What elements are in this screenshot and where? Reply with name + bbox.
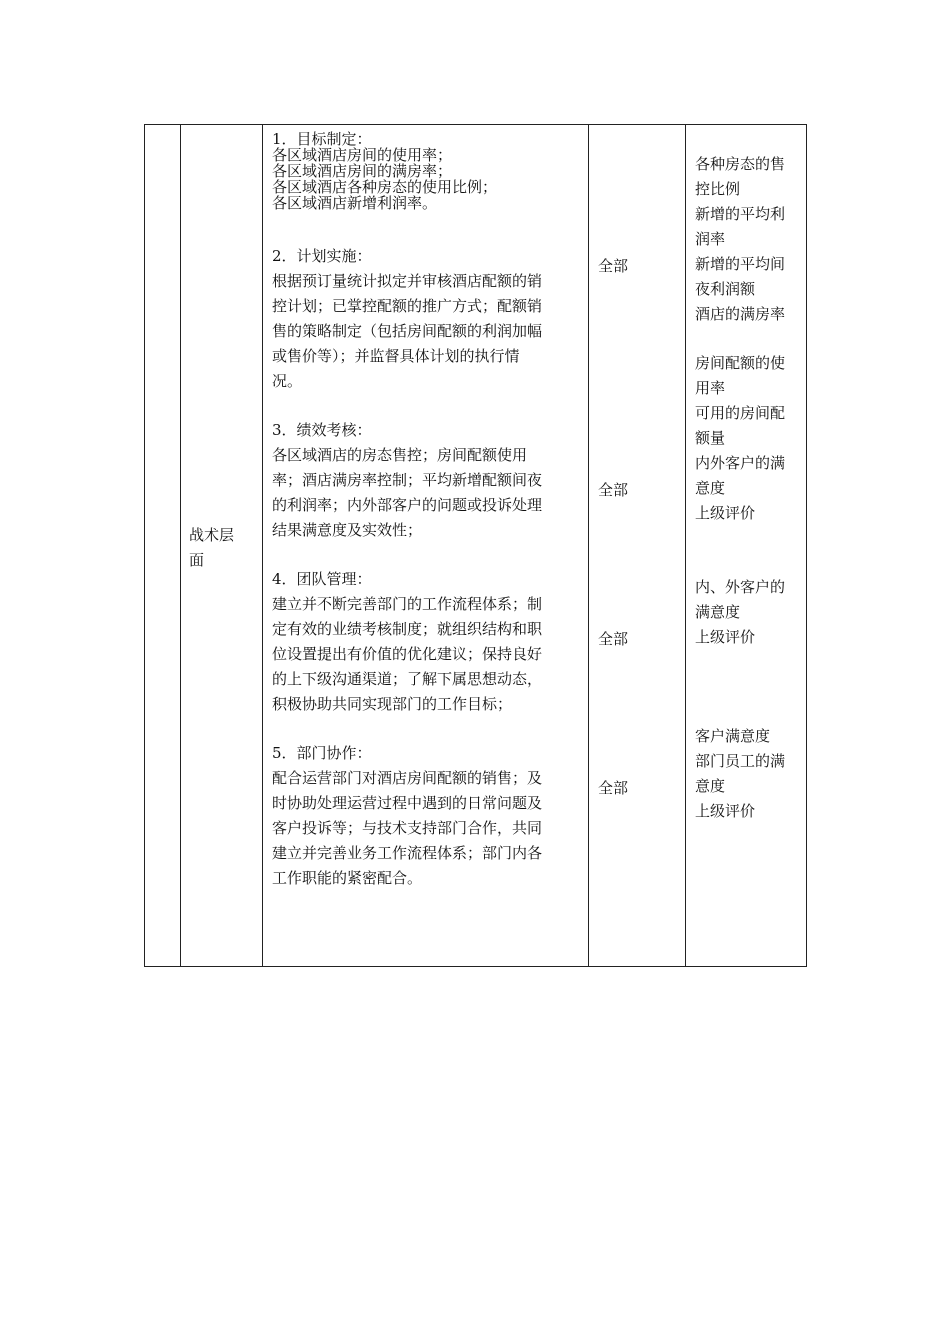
- column-divider: [262, 125, 263, 966]
- column-divider: [685, 125, 686, 966]
- duty-line: 结果满意度及实效性；: [272, 521, 423, 539]
- duty-heading: 3．绩效考核：: [272, 421, 372, 439]
- duty-line: 各区域酒店房间的使用率；: [272, 146, 453, 164]
- duty-line: 各区域酒店的房态售控；房间配额使用: [272, 446, 528, 464]
- scope-cell: 全部: [598, 257, 629, 275]
- duty-heading: 1．目标制定：: [272, 130, 372, 148]
- duty-line: 各区域酒店各种房态的使用比例；: [272, 178, 498, 196]
- metric-line: 控比例: [695, 180, 741, 198]
- level-cell: [189, 523, 234, 573]
- duty-line: 况。: [272, 372, 303, 390]
- metric-group: [695, 351, 785, 526]
- metric-line: 可用的房间配: [695, 404, 786, 422]
- metric-line: 意度: [695, 479, 726, 497]
- metric-line: 上级评价: [695, 628, 756, 646]
- duty-block-department-cooperation: [272, 741, 582, 891]
- duty-line: 的利润率；内外部客户的问题或投诉处理: [272, 496, 543, 514]
- metric-line: 新增的平均利: [695, 205, 786, 223]
- duty-line: 根据预订量统计拟定并审核酒店配额的销: [272, 272, 543, 290]
- responsibility-table: [144, 124, 807, 967]
- duty-block-performance-review: [272, 418, 582, 543]
- duty-line: 率；酒店满房率控制；平均新增配额间夜: [272, 471, 543, 489]
- duty-line: 建立并不断完善部门的工作流程体系；制: [272, 595, 543, 613]
- duty-line: 各区域酒店房间的满房率；: [272, 162, 453, 180]
- metric-line: 夜利润额: [695, 280, 756, 298]
- duty-line: 各区域酒店新增利润率。: [272, 194, 438, 212]
- level-label-line: 战术层: [189, 526, 235, 544]
- duty-line: 或售价等）；并监督具体计划的执行情: [272, 347, 520, 365]
- scope-cell: 全部: [598, 630, 629, 648]
- metric-group: [695, 152, 785, 327]
- duty-line: 售的策略制定（包括房间配额的利润加幅: [272, 322, 543, 340]
- metric-line: 润率: [695, 230, 726, 248]
- duty-line: 客户投诉等；与技术支持部门合作，共同: [272, 819, 543, 837]
- column-divider: [180, 125, 181, 966]
- metric-line: 内、外客户的: [695, 578, 786, 596]
- metric-line: 酒店的满房率: [695, 305, 786, 323]
- metric-line: 客户满意度: [695, 727, 771, 745]
- scope-cell: 全部: [598, 481, 629, 499]
- duty-line: 控计划；已掌控配额的推广方式；配额销: [272, 297, 543, 315]
- duty-heading: 2．计划实施：: [272, 247, 372, 265]
- metric-line: 意度: [695, 777, 726, 795]
- duty-block-goal-setting: [272, 131, 582, 211]
- metric-group: [695, 575, 785, 650]
- metric-line: 满意度: [695, 603, 741, 621]
- duty-line: 配合运营部门对酒店房间配额的销售；及: [272, 769, 543, 787]
- metric-group: [695, 724, 785, 824]
- metric-line: 内外客户的满: [695, 454, 786, 472]
- scope-cell: 全部: [598, 779, 629, 797]
- duty-block-team-management: [272, 567, 582, 717]
- metric-line: 新增的平均间: [695, 255, 786, 273]
- duty-heading: 4．团队管理：: [272, 570, 372, 588]
- metric-line: 各种房态的售: [695, 155, 786, 173]
- duty-heading: 5．部门协作：: [272, 744, 372, 762]
- metric-line: 额量: [695, 429, 726, 447]
- duty-line: 积极协助共同实现部门的工作目标；: [272, 695, 513, 713]
- metric-line: 上级评价: [695, 802, 756, 820]
- metric-line: 部门员工的满: [695, 752, 786, 770]
- duty-line: 工作职能的紧密配合。: [272, 869, 423, 887]
- duty-line: 定有效的业绩考核制度；就组织结构和职: [272, 620, 543, 638]
- duty-block-plan-implementation: [272, 244, 582, 394]
- duty-line: 位设置提出有价值的优化建议；保持良好: [272, 645, 543, 663]
- duty-line: 的上下级沟通渠道；了解下属思想动态，: [272, 670, 543, 688]
- column-divider: [588, 125, 589, 966]
- level-label-line: 面: [189, 551, 205, 569]
- duty-line: 时协助处理运营过程中遇到的日常问题及: [272, 794, 543, 812]
- metric-line: 上级评价: [695, 504, 756, 522]
- metric-line: 房间配额的使: [695, 354, 786, 372]
- duty-line: 建立并完善业务工作流程体系；部门内各: [272, 844, 543, 862]
- metric-line: 用率: [695, 379, 726, 397]
